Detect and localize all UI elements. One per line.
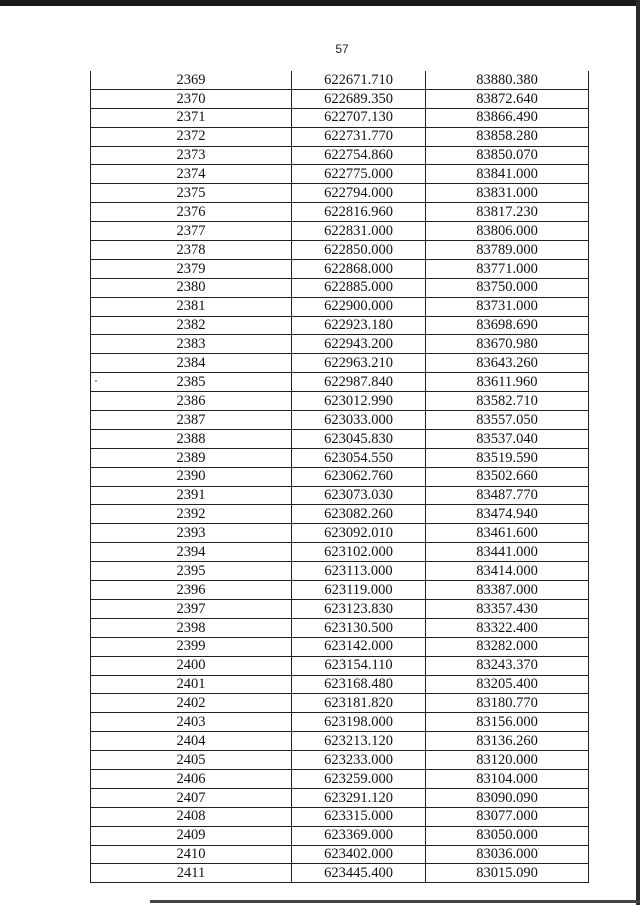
x-coordinate-cell: 623259.000 bbox=[292, 769, 426, 788]
x-coordinate-cell: 622868.000 bbox=[292, 259, 426, 278]
y-coordinate-cell: 83850.070 bbox=[426, 146, 589, 165]
point-number-cell: 2403 bbox=[91, 713, 292, 732]
table-row bbox=[91, 769, 589, 788]
table-row bbox=[91, 467, 589, 486]
point-number-cell: 2372 bbox=[91, 127, 292, 146]
x-coordinate-cell: 622731.770 bbox=[292, 127, 426, 146]
table-row bbox=[91, 373, 589, 392]
point-number-cell: 2396 bbox=[91, 581, 292, 600]
x-coordinate-cell: 622850.000 bbox=[292, 241, 426, 260]
table-row bbox=[91, 89, 589, 108]
point-number-cell: 2384 bbox=[91, 354, 292, 373]
point-number-cell: 2373 bbox=[91, 146, 292, 165]
point-number-cell: 2386 bbox=[91, 392, 292, 411]
y-coordinate-cell: 83050.000 bbox=[426, 826, 589, 845]
point-number-cell: 2371 bbox=[91, 108, 292, 127]
x-coordinate-cell: 623291.120 bbox=[292, 788, 426, 807]
table-row bbox=[91, 845, 589, 864]
point-number-cell: 2395 bbox=[91, 562, 292, 581]
table-row bbox=[91, 71, 589, 89]
y-coordinate-cell: 83858.280 bbox=[426, 127, 589, 146]
table-row bbox=[91, 675, 589, 694]
table-row bbox=[91, 108, 589, 127]
table-row bbox=[91, 732, 589, 751]
point-number-cell: 2405 bbox=[91, 751, 292, 770]
x-coordinate-cell: 623119.000 bbox=[292, 581, 426, 600]
y-coordinate-cell: 83519.590 bbox=[426, 448, 589, 467]
table-row bbox=[91, 486, 589, 505]
table-row bbox=[91, 694, 589, 713]
point-number-cell: 2393 bbox=[91, 524, 292, 543]
scan-speck bbox=[95, 380, 97, 382]
x-coordinate-cell: 623082.260 bbox=[292, 505, 426, 524]
point-number-cell: 2370 bbox=[91, 89, 292, 108]
x-coordinate-cell: 623213.120 bbox=[292, 732, 426, 751]
y-coordinate-cell: 83487.770 bbox=[426, 486, 589, 505]
x-coordinate-cell: 623233.000 bbox=[292, 751, 426, 770]
table-row bbox=[91, 392, 589, 411]
y-coordinate-cell: 83090.090 bbox=[426, 788, 589, 807]
point-number-cell: 2380 bbox=[91, 278, 292, 297]
point-number-cell: 2398 bbox=[91, 618, 292, 637]
y-coordinate-cell: 83387.000 bbox=[426, 581, 589, 600]
y-coordinate-cell: 83036.000 bbox=[426, 845, 589, 864]
y-coordinate-cell: 83643.260 bbox=[426, 354, 589, 373]
point-number-cell: 2407 bbox=[91, 788, 292, 807]
x-coordinate-cell: 622943.200 bbox=[292, 335, 426, 354]
x-coordinate-cell: 623123.830 bbox=[292, 599, 426, 618]
x-coordinate-cell: 623045.830 bbox=[292, 429, 426, 448]
x-coordinate-cell: 623033.000 bbox=[292, 411, 426, 430]
y-coordinate-cell: 83120.000 bbox=[426, 751, 589, 770]
point-number-cell: 2400 bbox=[91, 656, 292, 675]
x-coordinate-cell: 623073.030 bbox=[292, 486, 426, 505]
point-number-cell: 2376 bbox=[91, 203, 292, 222]
x-coordinate-cell: 622754.860 bbox=[292, 146, 426, 165]
table-row bbox=[91, 278, 589, 297]
y-coordinate-cell: 83806.000 bbox=[426, 222, 589, 241]
y-coordinate-cell: 83243.370 bbox=[426, 656, 589, 675]
table-row bbox=[91, 543, 589, 562]
y-coordinate-cell: 83441.000 bbox=[426, 543, 589, 562]
x-coordinate-cell: 623154.110 bbox=[292, 656, 426, 675]
table-row bbox=[91, 562, 589, 581]
y-coordinate-cell: 83817.230 bbox=[426, 203, 589, 222]
page-number: 57 bbox=[335, 42, 349, 56]
table-row bbox=[91, 297, 589, 316]
point-number-cell: 2383 bbox=[91, 335, 292, 354]
table-row bbox=[91, 146, 589, 165]
x-coordinate-cell: 623102.000 bbox=[292, 543, 426, 562]
y-coordinate-cell: 83136.260 bbox=[426, 732, 589, 751]
table-row bbox=[91, 751, 589, 770]
x-coordinate-cell: 622831.000 bbox=[292, 222, 426, 241]
y-coordinate-cell: 83322.400 bbox=[426, 618, 589, 637]
table-row bbox=[91, 656, 589, 675]
table-row bbox=[91, 127, 589, 146]
point-number-cell: 2409 bbox=[91, 826, 292, 845]
table-row bbox=[91, 354, 589, 373]
table-row bbox=[91, 411, 589, 430]
table-row bbox=[91, 165, 589, 184]
x-coordinate-cell: 622923.180 bbox=[292, 316, 426, 335]
page-bottom-border bbox=[150, 900, 640, 903]
x-coordinate-cell: 623402.000 bbox=[292, 845, 426, 864]
x-coordinate-cell: 623168.480 bbox=[292, 675, 426, 694]
table-row bbox=[91, 222, 589, 241]
point-number-cell: 2377 bbox=[91, 222, 292, 241]
point-number-cell: 2406 bbox=[91, 769, 292, 788]
y-coordinate-cell: 83502.660 bbox=[426, 467, 589, 486]
point-number-cell: 2378 bbox=[91, 241, 292, 260]
point-number-cell: 2374 bbox=[91, 165, 292, 184]
x-coordinate-cell: 622689.350 bbox=[292, 89, 426, 108]
y-coordinate-cell: 83537.040 bbox=[426, 429, 589, 448]
x-coordinate-cell: 623369.000 bbox=[292, 826, 426, 845]
table-row bbox=[91, 448, 589, 467]
page-top-border bbox=[0, 0, 640, 6]
coordinates-table-body bbox=[91, 71, 589, 883]
table-row bbox=[91, 618, 589, 637]
y-coordinate-cell: 83582.710 bbox=[426, 392, 589, 411]
coordinates-table bbox=[90, 71, 589, 883]
point-number-cell: 2399 bbox=[91, 637, 292, 656]
y-coordinate-cell: 83282.000 bbox=[426, 637, 589, 656]
table-row bbox=[91, 335, 589, 354]
x-coordinate-cell: 623198.000 bbox=[292, 713, 426, 732]
x-coordinate-cell: 623315.000 bbox=[292, 807, 426, 826]
x-coordinate-cell: 622987.840 bbox=[292, 373, 426, 392]
y-coordinate-cell: 83698.690 bbox=[426, 316, 589, 335]
x-coordinate-cell: 623142.000 bbox=[292, 637, 426, 656]
point-number-cell: 2397 bbox=[91, 599, 292, 618]
y-coordinate-cell: 83771.000 bbox=[426, 259, 589, 278]
point-number-cell: 2410 bbox=[91, 845, 292, 864]
y-coordinate-cell: 83357.430 bbox=[426, 599, 589, 618]
x-coordinate-cell: 622816.960 bbox=[292, 203, 426, 222]
y-coordinate-cell: 83731.000 bbox=[426, 297, 589, 316]
table-row bbox=[91, 429, 589, 448]
x-coordinate-cell: 622963.210 bbox=[292, 354, 426, 373]
y-coordinate-cell: 83205.400 bbox=[426, 675, 589, 694]
y-coordinate-cell: 83611.960 bbox=[426, 373, 589, 392]
point-number-cell: 2369 bbox=[91, 71, 292, 89]
point-number-cell: 2404 bbox=[91, 732, 292, 751]
y-coordinate-cell: 83831.000 bbox=[426, 184, 589, 203]
point-number-cell: 2389 bbox=[91, 448, 292, 467]
y-coordinate-cell: 83461.600 bbox=[426, 524, 589, 543]
point-number-cell: 2375 bbox=[91, 184, 292, 203]
x-coordinate-cell: 623062.760 bbox=[292, 467, 426, 486]
point-number-cell: 2379 bbox=[91, 259, 292, 278]
table-row bbox=[91, 184, 589, 203]
x-coordinate-cell: 623181.820 bbox=[292, 694, 426, 713]
y-coordinate-cell: 83880.380 bbox=[426, 71, 589, 89]
x-coordinate-cell: 622794.000 bbox=[292, 184, 426, 203]
table-row bbox=[91, 864, 589, 883]
point-number-cell: 2392 bbox=[91, 505, 292, 524]
point-number-cell: 2385 bbox=[91, 373, 292, 392]
point-number-cell: 2382 bbox=[91, 316, 292, 335]
table-row bbox=[91, 826, 589, 845]
x-coordinate-cell: 623113.000 bbox=[292, 562, 426, 581]
point-number-cell: 2394 bbox=[91, 543, 292, 562]
x-coordinate-cell: 623012.990 bbox=[292, 392, 426, 411]
table-row bbox=[91, 316, 589, 335]
table-row bbox=[91, 259, 589, 278]
x-coordinate-cell: 623054.550 bbox=[292, 448, 426, 467]
table-row bbox=[91, 505, 589, 524]
page-right-border bbox=[636, 0, 640, 905]
point-number-cell: 2401 bbox=[91, 675, 292, 694]
y-coordinate-cell: 83180.770 bbox=[426, 694, 589, 713]
scan-speck bbox=[538, 848, 539, 849]
x-coordinate-cell: 623130.500 bbox=[292, 618, 426, 637]
y-coordinate-cell: 83789.000 bbox=[426, 241, 589, 260]
point-number-cell: 2390 bbox=[91, 467, 292, 486]
table-row bbox=[91, 807, 589, 826]
point-number-cell: 2387 bbox=[91, 411, 292, 430]
y-coordinate-cell: 83557.050 bbox=[426, 411, 589, 430]
x-coordinate-cell: 622885.000 bbox=[292, 278, 426, 297]
x-coordinate-cell: 623445.400 bbox=[292, 864, 426, 883]
y-coordinate-cell: 83750.000 bbox=[426, 278, 589, 297]
table-row bbox=[91, 203, 589, 222]
y-coordinate-cell: 83414.000 bbox=[426, 562, 589, 581]
table-row bbox=[91, 581, 589, 600]
table-row bbox=[91, 599, 589, 618]
table-row bbox=[91, 713, 589, 732]
y-coordinate-cell: 83156.000 bbox=[426, 713, 589, 732]
x-coordinate-cell: 622900.000 bbox=[292, 297, 426, 316]
point-number-cell: 2402 bbox=[91, 694, 292, 713]
x-coordinate-cell: 623092.010 bbox=[292, 524, 426, 543]
point-number-cell: 2388 bbox=[91, 429, 292, 448]
x-coordinate-cell: 622707.130 bbox=[292, 108, 426, 127]
point-number-cell: 2391 bbox=[91, 486, 292, 505]
table-row bbox=[91, 637, 589, 656]
y-coordinate-cell: 83015.090 bbox=[426, 864, 589, 883]
y-coordinate-cell: 83872.640 bbox=[426, 89, 589, 108]
x-coordinate-cell: 622775.000 bbox=[292, 165, 426, 184]
y-coordinate-cell: 83841.000 bbox=[426, 165, 589, 184]
y-coordinate-cell: 83670.980 bbox=[426, 335, 589, 354]
y-coordinate-cell: 83077.000 bbox=[426, 807, 589, 826]
y-coordinate-cell: 83104.000 bbox=[426, 769, 589, 788]
point-number-cell: 2411 bbox=[91, 864, 292, 883]
y-coordinate-cell: 83474.940 bbox=[426, 505, 589, 524]
point-number-cell: 2408 bbox=[91, 807, 292, 826]
y-coordinate-cell: 83866.490 bbox=[426, 108, 589, 127]
x-coordinate-cell: 622671.710 bbox=[292, 71, 426, 89]
table-row bbox=[91, 788, 589, 807]
point-number-cell: 2381 bbox=[91, 297, 292, 316]
table-row bbox=[91, 241, 589, 260]
table-row bbox=[91, 524, 589, 543]
